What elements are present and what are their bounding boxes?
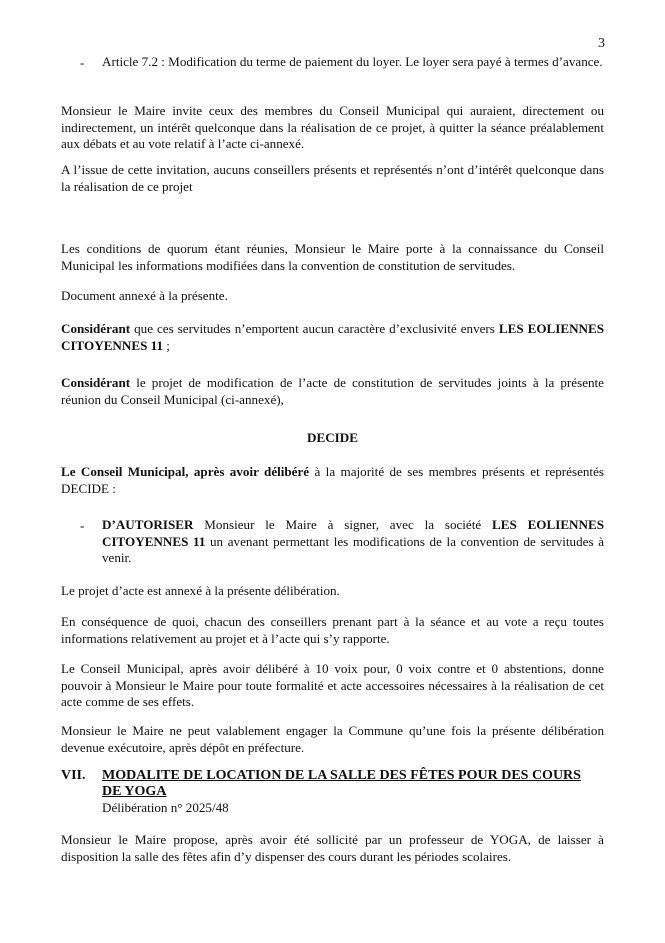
quorum-paragraph: Les conditions de quorum étant réunies, Monsieur le Maire porte à la connaissance du Conseil Municipal les informations modifiées dans la convention de constitution de servitudes. (61, 241, 604, 273)
considerant-2-text: le projet de modification de l’acte de constitution de servitudes joints à la présente réunion du Conseil Municipal (ci-annexé), (61, 375, 604, 407)
vote-paragraph: Le Conseil Municipal, après avoir délibéré à 10 voix pour, 0 voix contre et 0 abstentions, donne pouvoir à Monsieur le Maire pour toute formalité et acte accessoires nécessaires à la réalisation de cet acte comme de ses effets. (61, 661, 604, 709)
considerant-2-paragraph (61, 375, 604, 408)
conseil-label: Le Conseil Municipal, après avoir délibéré (61, 464, 310, 479)
conseil-text: à la majorité de ses membres présents et représentés DECIDE : (61, 464, 604, 496)
article-7-2-item: Article 7.2 : Modification du terme de paiement du loyer. Le loyer sera payé à termes d’avance. (102, 54, 603, 69)
bullet-dash: - (80, 518, 85, 533)
considerant-1-label: Considérant (61, 321, 131, 336)
section-title: MODALITE DE LOCATION DE LA SALLE DES FÊTES POUR DES COURS DE YOGA (102, 768, 581, 799)
considerant-1-end: ; (163, 337, 170, 353)
deliberation-number: Délibération n° 2025/48 (102, 800, 229, 815)
considerant-1-paragraph (61, 321, 604, 354)
conseil-decide-paragraph (61, 464, 604, 497)
autoriser-label: D’AUTORISER (102, 517, 194, 532)
section-number: VII. (61, 768, 86, 783)
executoire-paragraph: Monsieur le Maire ne peut valablement engager la Commune qu’une fois la présente délibération devenue exécutoire, après dépôt en préfecture. (61, 723, 604, 755)
consequence-paragraph: En conséquence de quoi, chacun des conseillers prenant part à la séance et au vote a reçu toutes informations relativement au projet et à l’acte qui s’y rapporte. (61, 614, 604, 646)
invite-paragraph: Monsieur le Maire invite ceux des membres du Conseil Municipal qui auraient, directement ou indirectement, un intérêt quelconque dans la réalisation de ce projet, à quitter la séance préalablement aux débats et au vote relatif à l’acte ci-annexé. (61, 103, 604, 151)
company-name: LES EOLIENNES CITOYENNES 11 (102, 517, 604, 549)
bullet-dash: - (80, 55, 85, 70)
projet-paragraph: Le projet d’acte est annexé à la présente délibération. (61, 583, 340, 598)
considerant-2-label: Considérant (61, 375, 131, 390)
autoriser-text-end: un avenant permettant les modifications de la convention de servitudes à venir. (102, 533, 604, 565)
decide-heading: DECIDE (307, 430, 358, 445)
company-name: LES EOLIENNES CITOYENNES 11 (61, 321, 605, 353)
page-number: 3 (598, 36, 605, 51)
yoga-paragraph: Monsieur le Maire propose, après avoir été sollicité par un professeur de YOGA, de laisser à disposition la salle des fêtes afin d’y dispenser des cours durant les périodes scolaires. (61, 832, 604, 864)
considerant-1-text: que ces servitudes n’emportent aucun caractère d’exclusivité envers (130, 321, 499, 336)
autoriser-text: Monsieur le Maire à signer, avec la société (193, 517, 493, 532)
annexe-paragraph: Document annexé à la présente. (61, 288, 228, 303)
issue-paragraph: A l’issue de cette invitation, aucuns conseillers présents et représentés n’ont d’intérêt quelconque dans la réalisation de ce projet (61, 162, 604, 194)
autoriser-item (102, 517, 604, 567)
